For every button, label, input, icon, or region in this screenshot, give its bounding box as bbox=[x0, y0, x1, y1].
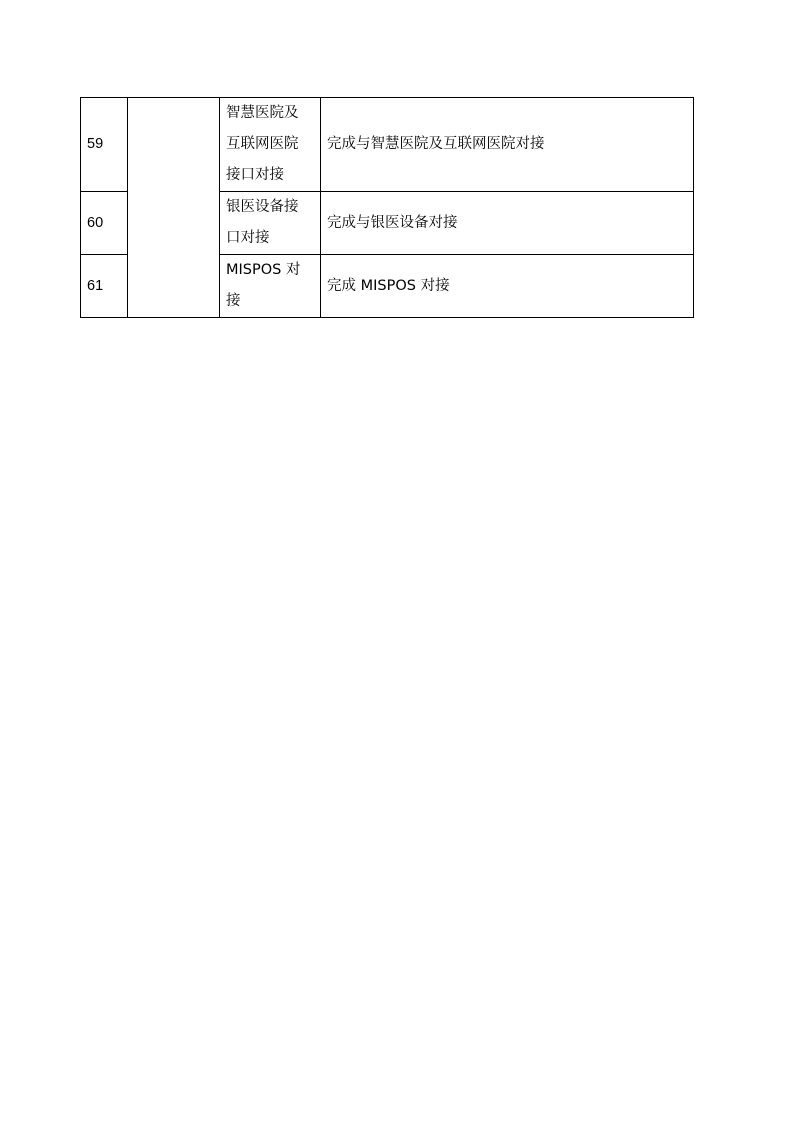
item-name-line: 口对接 bbox=[226, 230, 270, 246]
item-name-line: MISPOS 对接 bbox=[226, 262, 301, 309]
requirements-table bbox=[80, 97, 694, 318]
item-name-line: 接口对接 bbox=[226, 167, 284, 183]
item-name-line: 智慧医院及 bbox=[226, 105, 299, 121]
item-description: 完成与银医设备对接 bbox=[321, 192, 694, 255]
category-cell-empty bbox=[128, 98, 220, 318]
item-name-line: 互联网医院 bbox=[226, 136, 299, 152]
item-description: 完成与智慧医院及互联网医院对接 bbox=[321, 98, 694, 192]
item-name bbox=[220, 98, 321, 192]
item-name bbox=[220, 255, 321, 318]
item-description: 完成 MISPOS 对接 bbox=[321, 255, 694, 318]
row-number: 59 bbox=[81, 98, 128, 192]
item-name-line: 银医设备接 bbox=[226, 199, 299, 215]
row-number: 60 bbox=[81, 192, 128, 255]
table-row bbox=[81, 98, 694, 192]
item-name bbox=[220, 192, 321, 255]
row-number: 61 bbox=[81, 255, 128, 318]
